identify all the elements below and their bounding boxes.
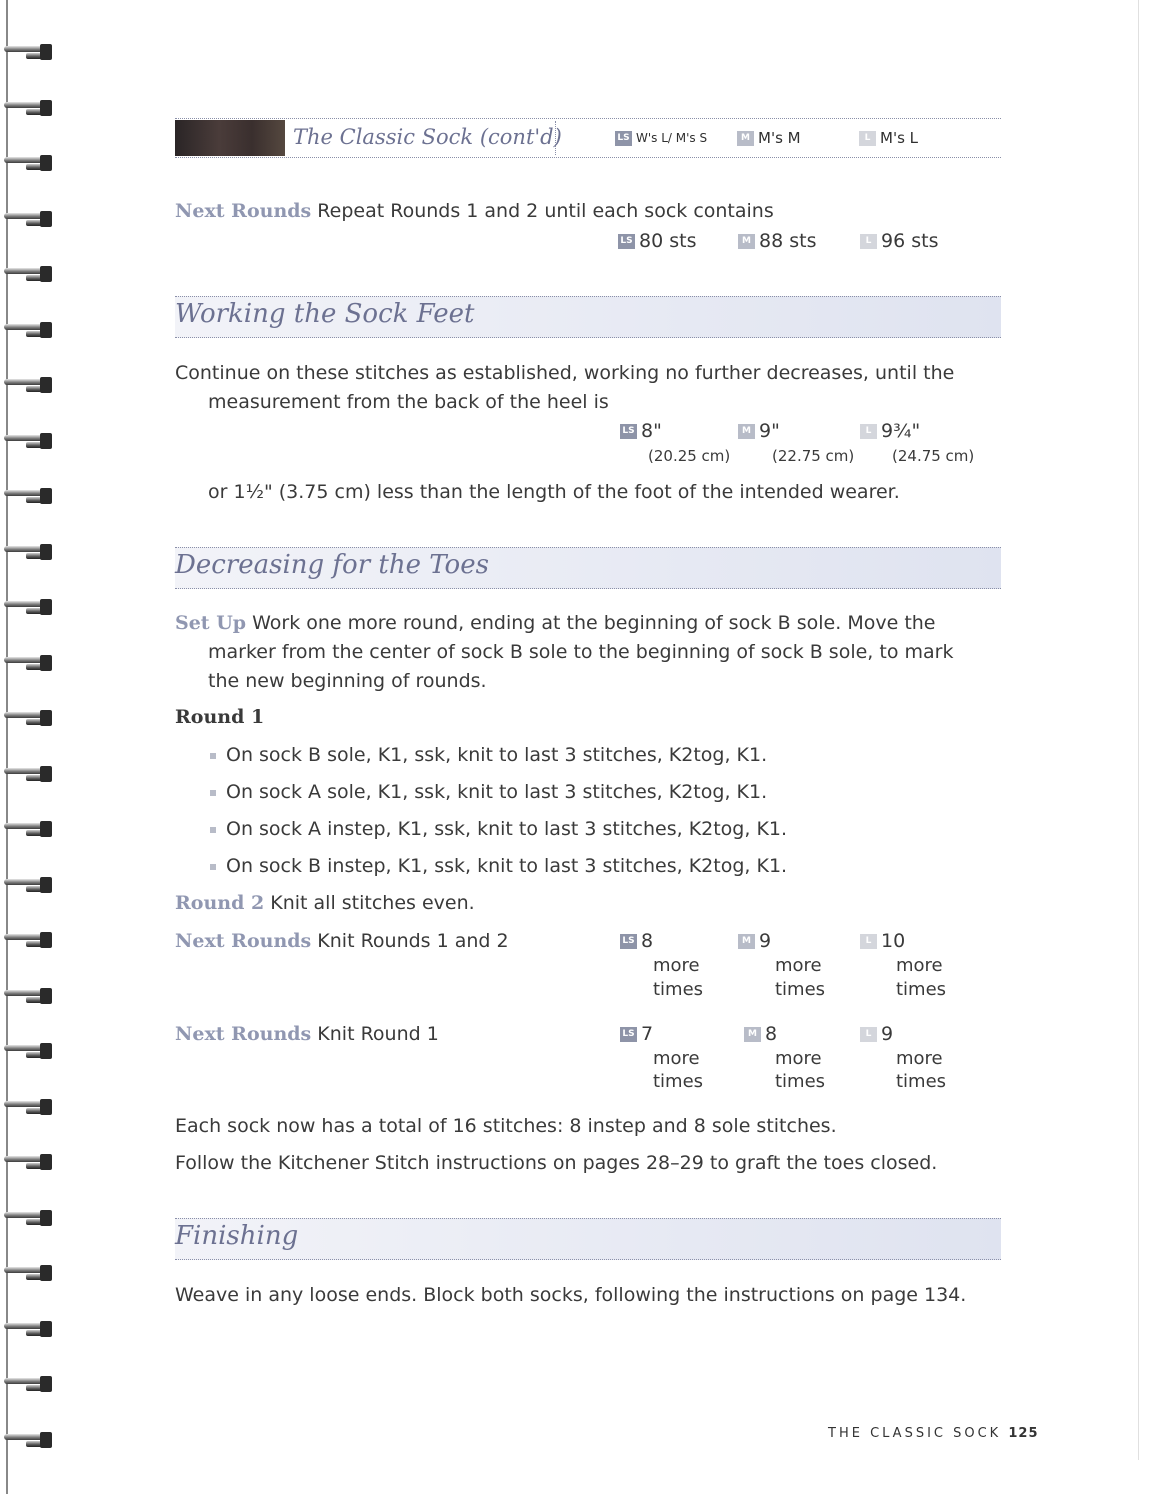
next1-paragraph: Next Rounds Knit Rounds 1 and 2 [175, 930, 509, 952]
binding-ring [4, 1095, 54, 1117]
binding-ring [4, 651, 54, 673]
bullet-item: On sock A instep, K1, ssk, knit to last 3 stitches, K2tog, K1. [210, 818, 787, 840]
next1-value-l: L 10 [860, 930, 905, 952]
section-heading-toes [175, 547, 1001, 589]
size-m: M M's M [737, 129, 801, 147]
bullet-item: On sock A sole, K1, ssk, knit to last 3 stitches, K2tog, K1. [210, 781, 767, 803]
finishing-heading: Finishing [175, 1221, 299, 1251]
binding-ring [4, 318, 54, 340]
next1-label: Next Rounds [175, 930, 312, 952]
binding-ring [4, 1206, 54, 1228]
next2-paragraph: Next Rounds Knit Round 1 [175, 1023, 439, 1045]
binding-ring [4, 262, 54, 284]
intro-label: Next Rounds [175, 200, 312, 222]
next2-times-m: times [775, 1071, 826, 1092]
feet-metric-m: (22.75 cm) [772, 447, 855, 465]
next1-more-l: more [896, 955, 943, 976]
next1-more-ls: more [653, 955, 700, 976]
size-l: L M's L [859, 129, 918, 147]
bullet-icon [210, 753, 216, 759]
binding-ring [4, 817, 54, 839]
next2-value-ls: LS 7 [620, 1023, 653, 1045]
binding-ring [4, 706, 54, 728]
intro-text: Repeat Rounds 1 and 2 until each sock contains [317, 200, 774, 222]
bullet-item: On sock B sole, K1, ssk, knit to last 3 stitches, K2tog, K1. [210, 744, 767, 766]
binding-ring [4, 928, 54, 950]
feet-value-ls: LS 8" [620, 420, 662, 442]
binding-ring [4, 40, 54, 62]
feet-line-2: measurement from the back of the heel is [208, 391, 609, 413]
spiral-binding [0, 0, 62, 1494]
next1-times-l: times [896, 979, 947, 1000]
total-stitches-text: Each sock now has a total of 16 stitches: 8 instep and 8 sole stitches. [175, 1115, 837, 1137]
section-heading-finishing [175, 1218, 1001, 1260]
binding-ring [4, 1261, 54, 1283]
next1-value-m: M 9 [738, 930, 771, 952]
size-badge-l: L [859, 131, 876, 146]
binding-ring [4, 151, 54, 173]
feet-metric-l: (24.75 cm) [892, 447, 975, 465]
next1-times-ls: times [653, 979, 704, 1000]
setup-line-3: the new beginning of rounds. [208, 670, 487, 692]
feet-value-m: M 9" [738, 420, 780, 442]
bullet-item: On sock B instep, K1, ssk, knit to last 3 stitches, K2tog, K1. [210, 855, 787, 877]
bullet-icon [210, 827, 216, 833]
feet-value-l: L 9¾" [860, 420, 920, 442]
section-heading-feet [175, 296, 1001, 338]
binding-ring [4, 373, 54, 395]
next1-value-ls: LS 8 [620, 930, 653, 952]
next1-times-m: times [775, 979, 826, 1000]
binding-ring [4, 1372, 54, 1394]
bullet-icon [210, 864, 216, 870]
next2-more-m: more [775, 1048, 822, 1069]
intro-paragraph [175, 200, 774, 222]
setup-label: Set Up [175, 612, 247, 634]
round2-label: Round 2 [175, 892, 265, 914]
next2-times-l: times [896, 1071, 947, 1092]
binding-ring [4, 595, 54, 617]
next2-value-m: M 8 [744, 1023, 777, 1045]
round1-label: Round 1 [175, 706, 265, 728]
next2-more-l: more [896, 1048, 943, 1069]
feet-metric-ls: (20.25 cm) [648, 447, 731, 465]
running-header [175, 118, 1001, 158]
feet-line-3: or 1½" (3.75 cm) less than the length of the foot of the intended wearer. [208, 481, 900, 503]
binding-ring [4, 1428, 54, 1450]
binding-ring [4, 207, 54, 229]
page-number: 125 [1008, 1426, 1039, 1441]
setup-line-2: marker from the center of sock B sole to the beginning of sock B sole, to mark [208, 641, 954, 663]
binding-ring [4, 540, 54, 562]
page-edge [1138, 0, 1139, 1460]
round2-paragraph: Round 2 Knit all stitches even. [175, 892, 475, 914]
intro-value-l: L 96 sts [860, 230, 938, 252]
size-badge-m: M [737, 131, 754, 146]
feet-heading: Working the Sock Feet [175, 299, 475, 329]
binding-ring [4, 1150, 54, 1172]
intro-value-ls: LS 80 sts [618, 230, 696, 252]
running-title: THE CLASSIC SOCK [828, 1426, 1002, 1441]
bullet-icon [210, 790, 216, 796]
finishing-text: Weave in any loose ends. Block both socks, following the instructions on page 134. [175, 1284, 967, 1306]
binding-ring [4, 96, 54, 118]
binding-ring [4, 984, 54, 1006]
size-badge-ls: LS [615, 131, 632, 146]
binding-ring [4, 1317, 54, 1339]
binding-ring [4, 484, 54, 506]
binding-ring [4, 1039, 54, 1061]
size-ls: LS W's L/ M's S [615, 131, 707, 146]
next2-more-ls: more [653, 1048, 700, 1069]
next2-label: Next Rounds [175, 1023, 312, 1045]
setup-line-1: Set Up Work one more round, ending at the beginning of sock B sole. Move the [175, 612, 936, 634]
binding-ring [4, 873, 54, 895]
header-title: The Classic Sock (cont'd) [293, 125, 562, 149]
header-divider [555, 121, 556, 155]
next2-times-ls: times [653, 1071, 704, 1092]
toes-heading: Decreasing for the Toes [175, 550, 489, 580]
binding-ring [4, 762, 54, 784]
next2-value-l: L 9 [860, 1023, 893, 1045]
feet-line-1: Continue on these stitches as established, working no further decreases, until the [175, 362, 955, 384]
intro-value-m: M 88 sts [738, 230, 816, 252]
page-footer [828, 1426, 1039, 1441]
header-photo [175, 120, 285, 156]
next1-more-m: more [775, 955, 822, 976]
binding-ring [4, 429, 54, 451]
kitchener-text: Follow the Kitchener Stitch instructions on pages 28–29 to graft the toes closed. [175, 1152, 938, 1174]
